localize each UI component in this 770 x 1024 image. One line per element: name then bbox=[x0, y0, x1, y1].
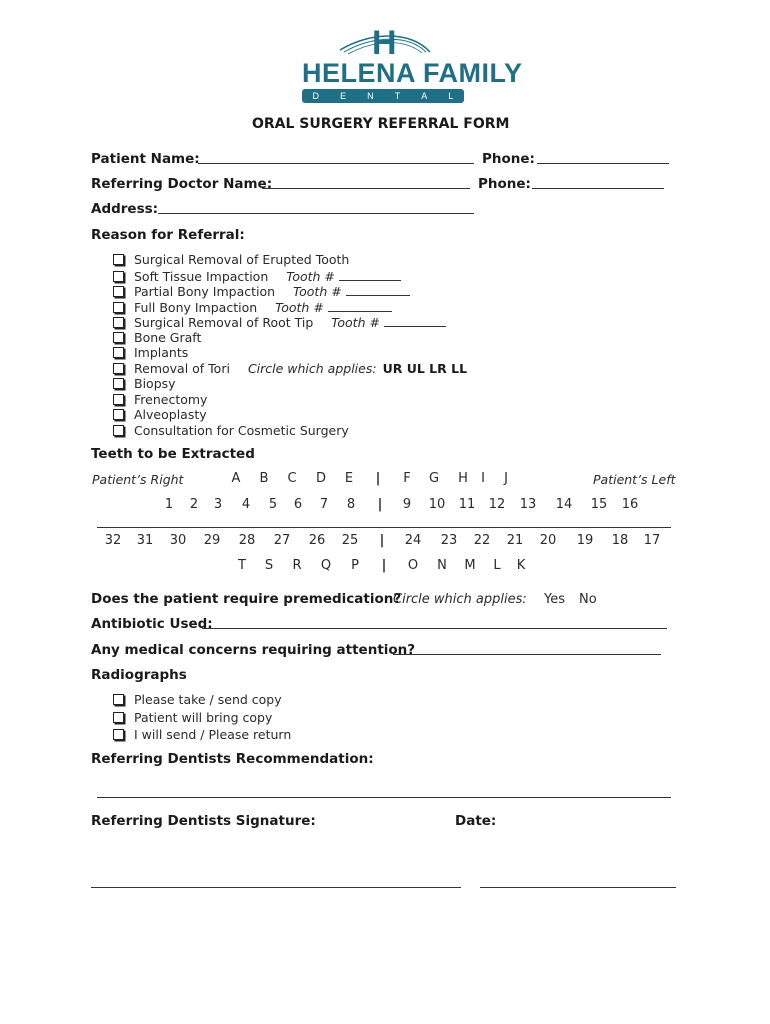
tooth-number[interactable]: 18 bbox=[611, 533, 629, 548]
primary-tooth-letter[interactable]: B bbox=[259, 471, 269, 486]
primary-tooth-letter[interactable]: P bbox=[351, 558, 359, 573]
premed-circle-label: Circle which applies: bbox=[393, 592, 527, 607]
primary-tooth-letter[interactable]: T bbox=[238, 558, 246, 573]
quadrant-divider: | bbox=[377, 497, 383, 512]
patients-right-label: Patient’s Right bbox=[92, 472, 184, 487]
radiograph-option-label: I will send / Please return bbox=[134, 727, 292, 742]
reason-item[interactable] bbox=[113, 392, 207, 407]
medical-field[interactable] bbox=[393, 654, 661, 655]
quadrant-divider: | bbox=[379, 533, 385, 548]
reason-item-label: Partial Bony Impaction bbox=[134, 284, 276, 299]
primary-tooth-letter[interactable]: J bbox=[504, 471, 508, 486]
checkbox-icon[interactable] bbox=[113, 378, 124, 389]
checkbox-icon[interactable] bbox=[113, 271, 124, 282]
primary-tooth-letter[interactable]: H bbox=[458, 471, 468, 486]
reason-item[interactable] bbox=[113, 314, 446, 330]
primary-tooth-letter[interactable]: N bbox=[437, 558, 447, 573]
reason-item[interactable] bbox=[113, 252, 349, 267]
logo-dental-letter: D bbox=[312, 91, 320, 101]
reason-item-label: Consultation for Cosmetic Surgery bbox=[134, 422, 349, 438]
reason-item-label: Surgical Removal of Erupted Tooth bbox=[134, 252, 350, 267]
patients-left-label: Patient’s Left bbox=[593, 472, 676, 487]
checkbox-icon[interactable] bbox=[113, 409, 124, 420]
primary-tooth-letter[interactable]: S bbox=[264, 558, 274, 573]
tooth-number[interactable]: 6 bbox=[293, 497, 303, 512]
tooth-number-field[interactable] bbox=[346, 283, 410, 296]
radiograph-option[interactable] bbox=[113, 710, 272, 725]
logo-dental-letter: E bbox=[340, 91, 347, 101]
checkbox-icon[interactable] bbox=[113, 317, 124, 328]
tooth-number[interactable]: 24 bbox=[404, 533, 422, 548]
referring-doctor-label: Referring Doctor Name: bbox=[91, 176, 273, 192]
signature-label: Referring Dentists Signature: bbox=[91, 813, 316, 829]
antibiotic-field[interactable] bbox=[202, 628, 667, 629]
antibiotic-label: Antibiotic Used: bbox=[91, 616, 213, 632]
tooth-number[interactable]: 16 bbox=[621, 497, 639, 512]
referring-doctor-field[interactable] bbox=[262, 188, 470, 189]
checkbox-icon[interactable] bbox=[113, 286, 124, 297]
reason-item-label: Biopsy bbox=[134, 376, 176, 391]
patient-name-field[interactable] bbox=[198, 163, 474, 164]
primary-tooth-letter[interactable]: Q bbox=[320, 558, 332, 573]
checkbox-icon[interactable] bbox=[113, 302, 124, 313]
reason-item-label: Removal of Tori bbox=[134, 360, 230, 376]
tooth-number[interactable]: 23 bbox=[440, 533, 458, 548]
tooth-number[interactable]: 19 bbox=[576, 533, 594, 548]
checkbox-icon[interactable] bbox=[113, 254, 124, 265]
logo-dental-letter: N bbox=[367, 91, 374, 101]
primary-tooth-letter[interactable]: D bbox=[315, 471, 326, 486]
primary-tooth-letter[interactable]: L bbox=[493, 558, 501, 573]
address-field[interactable] bbox=[158, 213, 474, 214]
phone-field[interactable] bbox=[537, 163, 669, 164]
checkbox-icon[interactable] bbox=[113, 363, 124, 374]
reason-item[interactable] bbox=[113, 299, 392, 315]
reason-item-label: Implants bbox=[134, 345, 189, 360]
logo-letter: H bbox=[372, 24, 398, 62]
reason-item[interactable] bbox=[113, 268, 401, 284]
tooth-number[interactable]: 3 bbox=[213, 497, 223, 512]
checkbox-icon[interactable] bbox=[113, 712, 124, 723]
tooth-number[interactable]: 21 bbox=[506, 533, 524, 548]
radiograph-option-label: Please take / send copy bbox=[134, 692, 282, 707]
form-title: ORAL SURGERY REFERRAL FORM bbox=[252, 116, 510, 132]
recommendation-label: Referring Dentists Recommendation: bbox=[91, 751, 374, 767]
reason-item-extra: Circle which applies: bbox=[247, 360, 377, 376]
logo-dental-letter: T bbox=[394, 91, 401, 101]
reason-item[interactable] bbox=[113, 376, 176, 391]
tooth-number[interactable]: 26 bbox=[308, 533, 326, 548]
medical-label: Any medical concerns requiring attention? bbox=[91, 642, 416, 658]
tooth-number[interactable]: 32 bbox=[104, 533, 122, 548]
phone2-field[interactable] bbox=[532, 188, 664, 189]
tooth-number[interactable]: 15 bbox=[590, 497, 608, 512]
tooth-number[interactable]: 9 bbox=[402, 497, 412, 512]
primary-tooth-letter[interactable]: C bbox=[287, 471, 297, 486]
reason-item[interactable] bbox=[113, 423, 349, 438]
checkbox-icon[interactable] bbox=[113, 394, 124, 405]
teeth-heading: Teeth to be Extracted bbox=[91, 446, 255, 462]
tooth-number[interactable]: 1 bbox=[164, 497, 174, 512]
reason-item[interactable] bbox=[113, 345, 188, 360]
tooth-number[interactable]: 14 bbox=[555, 497, 573, 512]
tooth-number[interactable]: 25 bbox=[341, 533, 359, 548]
date-field[interactable] bbox=[480, 887, 676, 888]
reason-heading: Reason for Referral: bbox=[91, 227, 245, 243]
recommendation-field[interactable] bbox=[97, 797, 671, 798]
radiograph-option[interactable] bbox=[113, 692, 282, 707]
reason-item[interactable] bbox=[113, 361, 467, 376]
tooth-number[interactable]: 22 bbox=[473, 533, 491, 548]
primary-tooth-letter[interactable]: R bbox=[292, 558, 302, 573]
tooth-number[interactable]: 2 bbox=[189, 497, 199, 512]
tooth-number[interactable]: 8 bbox=[346, 497, 356, 512]
tooth-number[interactable]: 13 bbox=[519, 497, 537, 512]
tooth-number[interactable]: 4 bbox=[241, 497, 251, 512]
tooth-number[interactable]: 20 bbox=[539, 533, 557, 548]
tooth-number[interactable]: 7 bbox=[319, 497, 329, 512]
checkbox-icon[interactable] bbox=[113, 694, 124, 705]
primary-tooth-letter[interactable]: M bbox=[464, 558, 476, 573]
premed-question: Does the patient require premedication? bbox=[91, 591, 402, 607]
radiographs-heading: Radiographs bbox=[91, 667, 187, 683]
checkbox-icon[interactable] bbox=[113, 425, 124, 436]
quadrant-divider: | bbox=[375, 471, 381, 486]
radiograph-option-label: Patient will bring copy bbox=[134, 709, 273, 725]
tooth-number[interactable]: 27 bbox=[273, 533, 291, 548]
teeth-midline bbox=[97, 527, 671, 528]
tooth-number[interactable]: 10 bbox=[428, 497, 446, 512]
checkbox-icon[interactable] bbox=[113, 729, 124, 740]
tooth-number-field[interactable] bbox=[339, 268, 401, 281]
primary-tooth-letter[interactable]: K bbox=[516, 558, 526, 573]
reason-item-extra: Tooth # bbox=[286, 268, 335, 284]
phone2-label: Phone: bbox=[478, 176, 531, 192]
logo-name: HELENA FAMILY bbox=[302, 58, 523, 88]
reason-item[interactable] bbox=[113, 330, 201, 345]
primary-tooth-letter[interactable]: G bbox=[428, 471, 440, 486]
reason-item-extra: Tooth # bbox=[275, 299, 324, 315]
premed-no[interactable]: No bbox=[579, 592, 597, 607]
tooth-number[interactable]: 28 bbox=[238, 533, 256, 548]
logo-dental-letter: L bbox=[448, 91, 454, 101]
tooth-number[interactable]: 29 bbox=[203, 533, 221, 548]
tooth-number[interactable]: 31 bbox=[136, 533, 154, 548]
primary-tooth-letter[interactable]: E bbox=[344, 471, 354, 486]
tooth-number[interactable]: 17 bbox=[643, 533, 661, 548]
signature-field[interactable] bbox=[91, 887, 461, 888]
primary-tooth-letter[interactable]: O bbox=[407, 558, 419, 573]
tooth-number[interactable]: 5 bbox=[268, 497, 278, 512]
reason-item[interactable] bbox=[113, 283, 410, 299]
date-label: Date: bbox=[455, 813, 497, 829]
patient-name-label: Patient Name: bbox=[91, 151, 200, 167]
reason-item-label: Full Bony Impaction bbox=[134, 299, 258, 315]
checkbox-icon[interactable] bbox=[113, 347, 124, 358]
reason-item-extra: Tooth # bbox=[293, 284, 342, 299]
checkbox-icon[interactable] bbox=[113, 332, 124, 343]
tori-options[interactable]: UR UL LR LL bbox=[382, 360, 468, 376]
radiograph-option[interactable] bbox=[113, 727, 291, 742]
logo bbox=[300, 22, 523, 106]
tooth-number-field[interactable] bbox=[384, 314, 446, 327]
reason-item[interactable] bbox=[113, 407, 207, 422]
tooth-number-field[interactable] bbox=[328, 299, 392, 312]
tooth-number[interactable]: 11 bbox=[458, 497, 476, 512]
reason-item-label: Alveoplasty bbox=[134, 407, 207, 422]
tooth-number[interactable]: 12 bbox=[488, 497, 506, 512]
tooth-number[interactable]: 30 bbox=[169, 533, 187, 548]
primary-tooth-letter[interactable]: I bbox=[481, 471, 485, 486]
reason-item-label: Soft Tissue Impaction bbox=[134, 268, 269, 284]
reason-item-label: Bone Graft bbox=[134, 329, 202, 345]
reason-item-extra: Tooth # bbox=[331, 315, 380, 330]
primary-tooth-letter[interactable]: F bbox=[403, 471, 411, 486]
address-label: Address: bbox=[91, 201, 159, 217]
reason-item-label: Frenectomy bbox=[134, 391, 208, 407]
logo-dental-letter: A bbox=[421, 91, 428, 101]
phone-label: Phone: bbox=[482, 151, 535, 167]
reason-item-label: Surgical Removal of Root Tip bbox=[134, 315, 314, 330]
quadrant-divider: | bbox=[381, 558, 387, 573]
premed-yes[interactable]: Yes bbox=[544, 592, 565, 607]
primary-tooth-letter[interactable]: A bbox=[231, 471, 241, 486]
logo-dental-bar bbox=[302, 89, 464, 103]
